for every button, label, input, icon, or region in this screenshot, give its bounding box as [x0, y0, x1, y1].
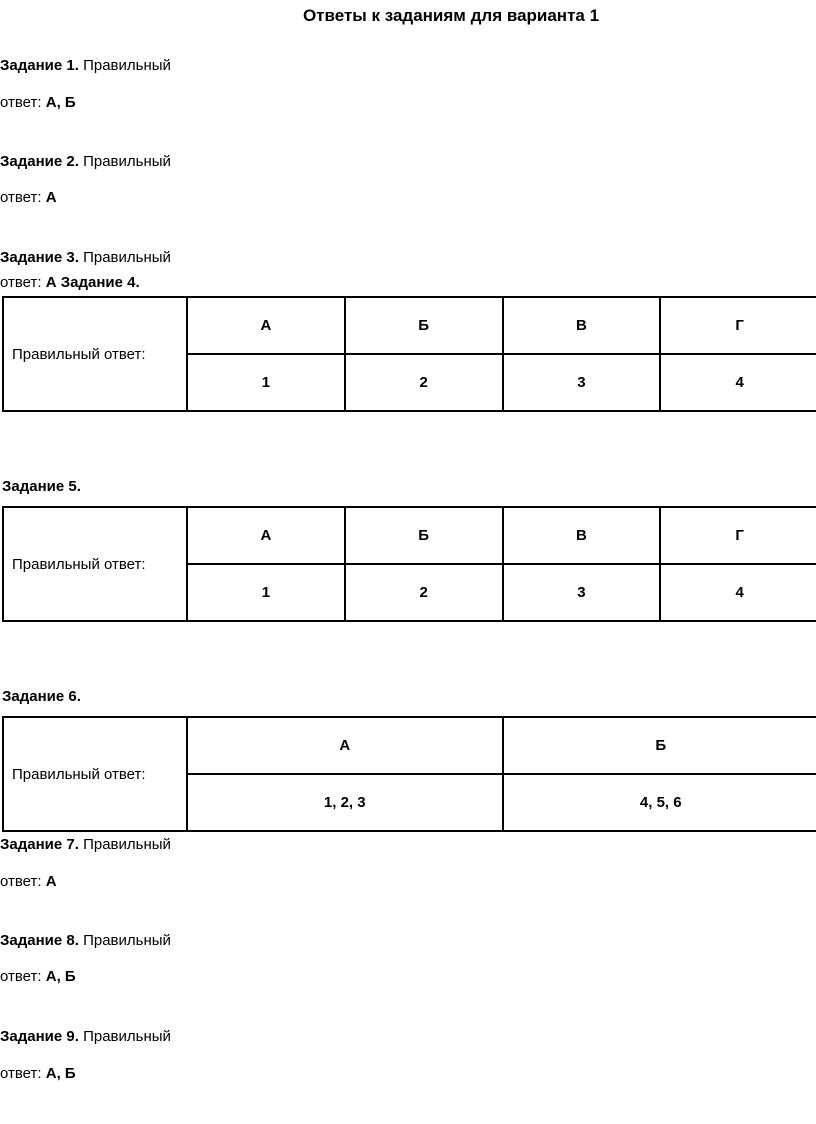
- table-header-cell: Г: [660, 507, 816, 564]
- page-title: Ответы к заданиям для варианта 1: [302, 6, 600, 25]
- task-6-table: [2, 716, 816, 832]
- correct-word: Правильный: [83, 932, 171, 949]
- task-9-answer: ответ: А, Б: [0, 1065, 76, 1082]
- task-label: Задание 2.: [0, 153, 79, 170]
- table-header-cell: В: [503, 507, 661, 564]
- task-2-heading: [0, 153, 171, 170]
- correct-word: Правильный: [83, 153, 171, 170]
- task-3-heading: [0, 249, 171, 266]
- task-8-heading: [0, 932, 171, 949]
- task-5-heading: [2, 478, 81, 495]
- task-5-table: [2, 506, 816, 622]
- answer-value: А: [45, 189, 57, 206]
- answer-value: А: [45, 873, 57, 890]
- answer-value: А, Б: [45, 94, 76, 111]
- table-header-cell: Б: [345, 297, 503, 354]
- task-2-answer: ответ: А: [0, 189, 57, 206]
- table-value-cell: 1: [187, 354, 345, 411]
- table-value-cell: 4: [660, 354, 816, 411]
- table-label: Правильный ответ:: [3, 507, 187, 621]
- table-label: Правильный ответ:: [3, 717, 187, 831]
- task-label: Задание 6.: [2, 688, 81, 705]
- table-header-cell: Г: [660, 297, 816, 354]
- task-1-answer: ответ: А, Б: [0, 94, 76, 111]
- table-header-cell: Б: [503, 717, 816, 774]
- task-3-answer: ответ: А Задание 4.: [0, 274, 140, 291]
- task-7-answer: ответ: А: [0, 873, 57, 890]
- task-label: Задание 3.: [0, 249, 79, 266]
- table-header-cell: А: [187, 717, 503, 774]
- correct-word: Правильный: [83, 249, 171, 266]
- table-header-cell: А: [187, 297, 345, 354]
- table-value-cell: 1, 2, 3: [187, 774, 503, 831]
- task-label: Задание 5.: [2, 478, 81, 495]
- correct-word: Правильный: [83, 57, 171, 74]
- task-9-heading: [0, 1028, 171, 1045]
- task-label: Задание 9.: [0, 1028, 79, 1045]
- task-label: Задание 7.: [0, 836, 79, 853]
- task-7-heading: [0, 836, 171, 853]
- task-4-table: [2, 296, 816, 412]
- table-header-cell: В: [503, 297, 661, 354]
- table-value-cell: 2: [345, 564, 503, 621]
- answer-value: А: [45, 274, 57, 291]
- task-4-label: Задание 4.: [60, 274, 140, 291]
- table-value-cell: 1: [187, 564, 345, 621]
- answer-value: А, Б: [45, 968, 76, 985]
- table-header-cell: А: [187, 507, 345, 564]
- table-value-cell: 2: [345, 354, 503, 411]
- table-value-cell: 3: [503, 354, 661, 411]
- table-value-cell: 4, 5, 6: [503, 774, 816, 831]
- task-8-answer: ответ: А, Б: [0, 968, 76, 985]
- correct-word: Правильный: [83, 1028, 171, 1045]
- task-label: Задание 1.: [0, 57, 79, 74]
- correct-word: Правильный: [83, 836, 171, 853]
- table-value-cell: 4: [660, 564, 816, 621]
- task-label: Задание 8.: [0, 932, 79, 949]
- task-6-heading: [2, 688, 81, 705]
- table-label: Правильный ответ:: [3, 297, 187, 411]
- task-1-heading: [0, 57, 171, 74]
- table-header-cell: Б: [345, 507, 503, 564]
- answer-value: А, Б: [45, 1065, 76, 1082]
- table-value-cell: 3: [503, 564, 661, 621]
